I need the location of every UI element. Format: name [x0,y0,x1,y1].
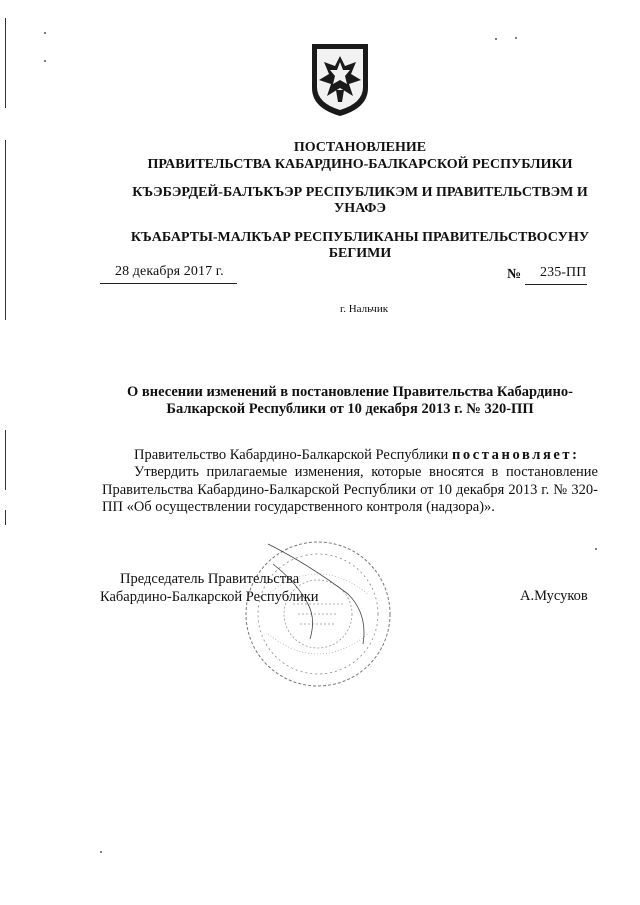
title-line-1: О внесении изменений в постановление Правительства Кабардино- [127,384,573,400]
resolution-lead-paragraph [102,447,598,465]
issuer-heading-kab-line1: КЪЭБЭРДЕЙ-БАЛЪКЪЭР РЕСПУБЛИКЭМ И ПРАВИТЕЛЬСТВЭМ И [132,185,588,200]
doc-type-heading: ПОСТАНОВЛЕНИЕ [293,140,427,155]
scan-speck [44,60,46,62]
signatory-position-line2: Кабардино-Балкарской Республики [100,589,319,605]
issuer-heading-kab-line2: УНАФЭ [334,201,386,216]
scan-speck [44,32,46,34]
date-underline [100,283,237,284]
city-name: г. Нальчик [339,303,389,315]
signatory-position [100,570,319,606]
resolution-verb: постановляет: [451,447,580,463]
number-label: № [507,267,522,282]
document-title [100,384,600,418]
scan-speck [595,548,597,550]
signatory-name: А.Мусуков [520,588,588,604]
scan-speck [100,851,102,853]
scan-margin-mark [5,18,6,108]
number-underline [525,284,587,285]
issuer-heading-ru: ПРАВИТЕЛЬСТВА КАБАРДИНО-БАЛКАРСКОЙ РЕСПУБЛИКИ [147,157,573,172]
issuer-heading-balk-line2: БЕГИМИ [328,246,392,261]
document-number: 235-ПП [540,265,587,280]
resolution-body-paragraph: Утвердить прилагаемые изменения, которые вносятся в постановление Правительства Кабардино-Балкарской Республики от 10 декабря 2013 г. № 320-ПП «Об осуществлении государственного контроля (надзора)». [102,464,598,515]
scan-speck [515,37,517,39]
title-line-2: Балкарской Республики от 10 декабря 2013 г. № 320-ПП [166,401,534,417]
scan-margin-mark [5,430,6,490]
signatory-position-line1: Председатель Правительства [120,571,300,587]
document-date: 28 декабря 2017 г. [115,264,224,279]
resolution-lead-text: Правительство Кабардино-Балкарской Республики [134,447,449,463]
issuer-heading-balk-line1: КЪАБАРТЫ-МАЛКЪАР РЕСПУБЛИКАНЫ ПРАВИТЕЛЬСТВОСУНУ [130,230,590,245]
coat-of-arms-emblem-icon [309,40,371,118]
official-seal-stamp [238,534,398,694]
scan-speck [495,38,497,40]
scan-margin-mark [5,510,6,525]
